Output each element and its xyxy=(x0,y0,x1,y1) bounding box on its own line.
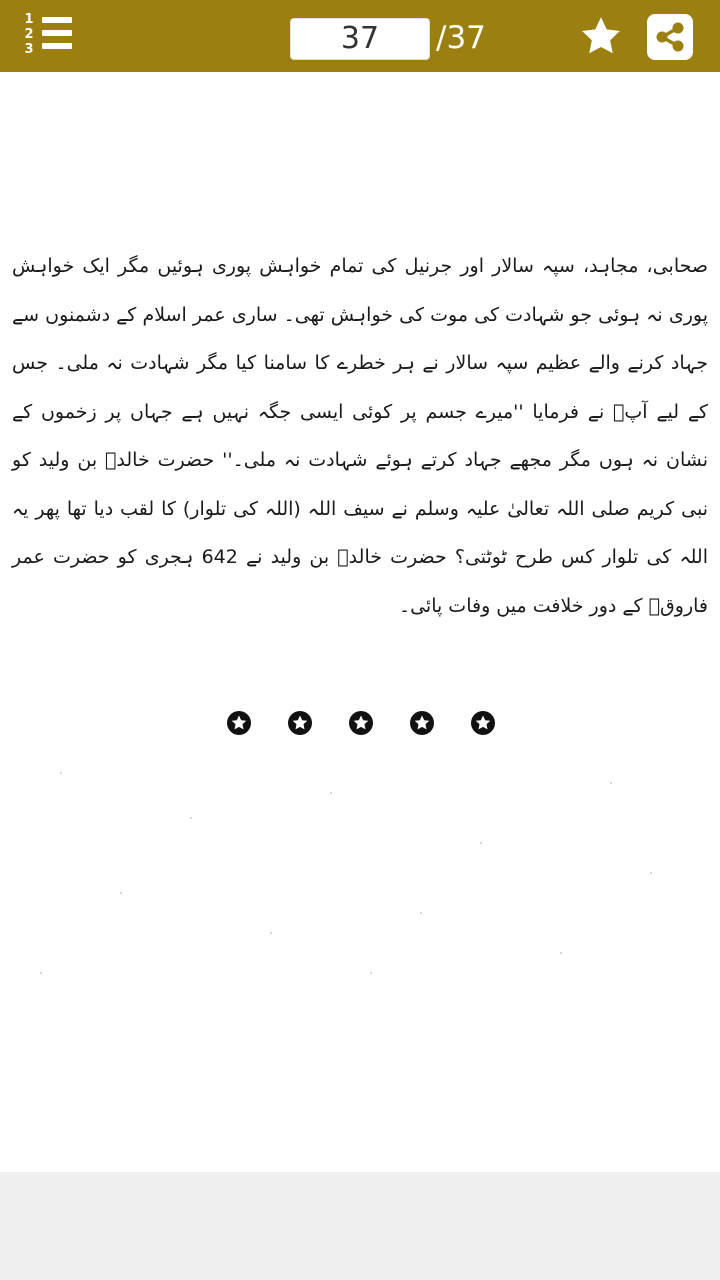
total-pages-label: /37 xyxy=(436,20,486,56)
scan-speck xyxy=(330,792,332,794)
scan-speck xyxy=(120,892,122,894)
bookmark-star-icon[interactable] xyxy=(579,14,623,58)
scan-speck xyxy=(60,772,62,774)
scan-speck xyxy=(480,842,482,844)
scan-speck xyxy=(40,972,42,974)
share-glyph xyxy=(647,14,693,60)
scan-speck xyxy=(610,782,612,784)
scan-speck xyxy=(270,932,272,934)
separator-star-icon xyxy=(226,710,252,736)
scan-speck xyxy=(650,872,652,874)
separator-star-icon xyxy=(348,710,374,736)
toc-bar xyxy=(42,43,72,49)
top-toolbar xyxy=(0,0,720,72)
toc-numbers: 1 2 3 xyxy=(24,12,34,57)
table-of-contents-icon[interactable] xyxy=(18,10,78,62)
section-separator xyxy=(226,710,496,738)
share-icon[interactable] xyxy=(647,14,693,60)
book-page[interactable] xyxy=(0,72,720,1172)
star-glyph xyxy=(579,14,623,58)
toc-bar xyxy=(42,17,72,23)
separator-star-icon xyxy=(287,710,313,736)
scan-speck xyxy=(370,972,372,974)
scan-speck xyxy=(190,817,192,819)
toc-bar xyxy=(42,30,72,36)
page-text: صحابی، مجاہد، سپہ سالار اور جرنیل کی تمام خواہش پوری ہوئیں مگر ایک خواہش پوری نہ ہوئی جو شہادت کی موت کی خواہش تھی۔ ساری عمر اسلام کے دشمنوں سے جہاد کرنے والے عظیم سپہ سالار نے ہر خطرے کا سامنا کیا مگر شہادت نہ ملی۔ جس کے لیے آپؓ نے فرمایا ''میرے جسم پر کوئی ایسی جگہ نہیں ہے جہاں پر زخموں کے نشان نہ ہوں مگر مجھے جہاد کرتے ہوئے شہادت نہ ملی۔'' حضرت خالدؓ بن ولید کو نبی کریم صلی اللہ تعالیٰ علیہ وسلم نے سیف اللہ (اللہ کی تلوار) کا لقب دیا تھا پھر یہ اللہ کی تلوار کس طرح ٹوٹتی؟ حضرت خالدؓ بن ولید نے 642 ہجری کو حضرت عمر فاروقؓ کے دور خلافت میں وفات پائی۔ xyxy=(12,255,708,617)
separator-star-icon xyxy=(409,710,435,736)
separator-star-icon xyxy=(470,710,496,736)
scan-speck xyxy=(560,952,562,954)
scan-speck xyxy=(420,912,422,914)
page-number-input[interactable]: 37 xyxy=(290,18,430,60)
